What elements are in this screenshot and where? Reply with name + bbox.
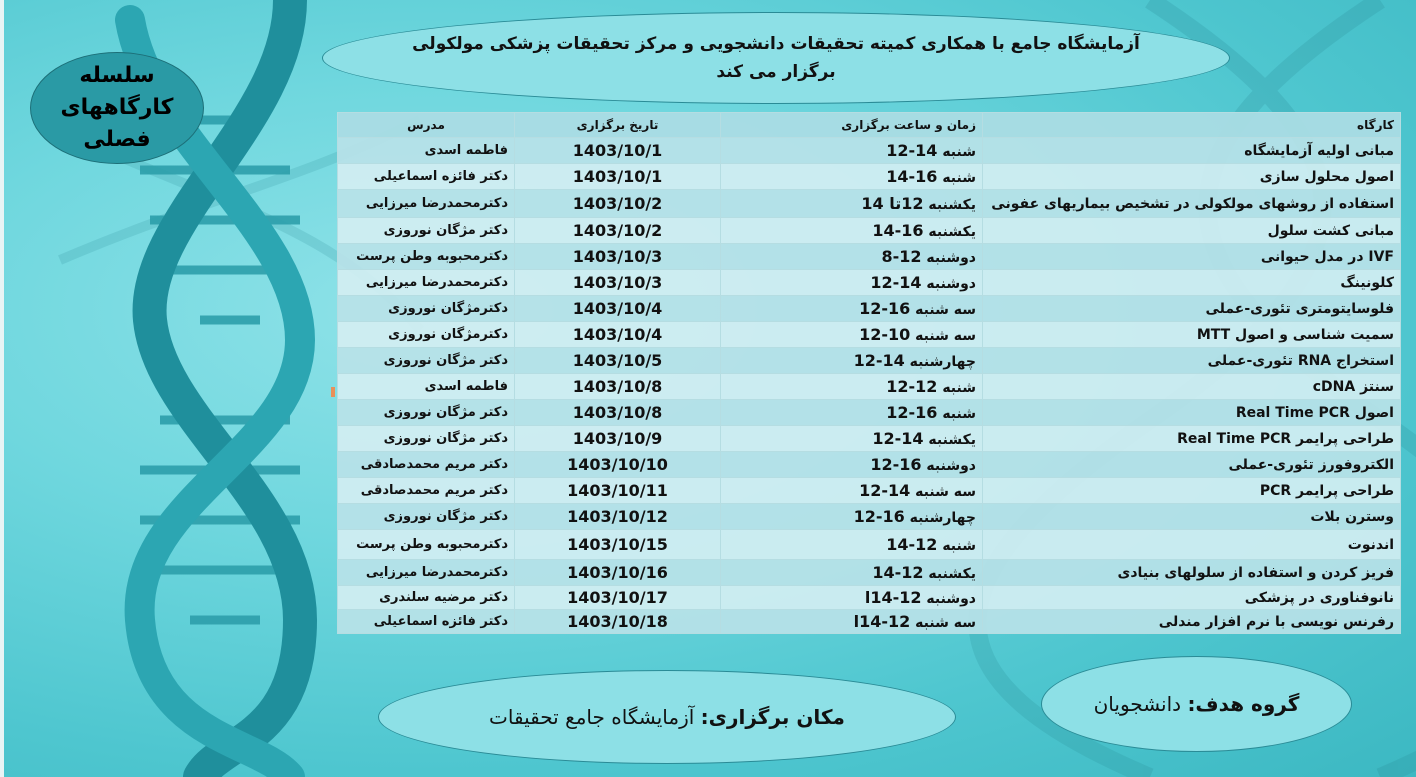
cell-hours: 16-12 — [870, 455, 922, 474]
cell-workshop: الکتروفورز تئوری-عملی — [983, 452, 1401, 478]
table-row — [338, 400, 1401, 426]
table-row — [338, 478, 1401, 504]
cell-instructor: دکتر مژگان نوروزی — [338, 218, 515, 244]
cell-hours: 16-12 — [859, 299, 911, 318]
cell-hours: 12-12 — [886, 377, 938, 396]
cell-time — [721, 560, 983, 586]
cell-instructor: فاطمه اسدی — [338, 374, 515, 400]
cell-date: 1403/10/5 — [515, 348, 721, 374]
cell-date: 1403/10/3 — [515, 270, 721, 296]
series-badge — [30, 52, 204, 164]
cell-day: شنبه — [942, 380, 976, 396]
cell-workshop: فلوسایتومتری تئوری-عملی — [983, 296, 1401, 322]
header-text — [396, 30, 1156, 86]
table-row — [338, 586, 1401, 610]
cell-day: شنبه — [942, 406, 976, 422]
cell-date: 1403/10/2 — [515, 190, 721, 218]
cell-date: 1403/10/17 — [515, 586, 721, 610]
cell-instructor: دکترمحمدرضا میرزایی — [338, 270, 515, 296]
table-row — [338, 190, 1401, 218]
cell-workshop: IVF در مدل حیوانی — [983, 244, 1401, 270]
cell-workshop: نانوفناوری در پزشکی — [983, 586, 1401, 610]
cell-date: 1403/10/4 — [515, 296, 721, 322]
table-row — [338, 374, 1401, 400]
table-row — [338, 296, 1401, 322]
cell-instructor: دکترمژگان نوروزی — [338, 296, 515, 322]
table-row — [338, 452, 1401, 478]
table-row — [338, 560, 1401, 586]
cell-workshop: طراحی پرایمر PCR — [983, 478, 1401, 504]
cell-time — [721, 164, 983, 190]
cell-date: 1403/10/18 — [515, 610, 721, 634]
cell-workshop: استخراج RNA تئوری-عملی — [983, 348, 1401, 374]
cell-day: شنبه — [942, 170, 976, 186]
table-row — [338, 138, 1401, 164]
table-row — [338, 218, 1401, 244]
cell-instructor: دکترمحبوبه وطن پرست — [338, 530, 515, 560]
cell-time — [721, 270, 983, 296]
table-row — [338, 530, 1401, 560]
header-instructor: مدرس — [338, 113, 515, 138]
cell-date: 1403/10/11 — [515, 478, 721, 504]
cell-hours: 14-12 — [886, 141, 938, 160]
schedule-table — [337, 112, 1401, 634]
cell-hours: 12-14ا — [853, 612, 911, 631]
cell-workshop: اندنوت — [983, 530, 1401, 560]
cell-hours: 16-12 — [886, 403, 938, 422]
venue-label: مکان برگزاری: — [700, 705, 845, 729]
cell-instructor: دکتر مرضیه سلندری — [338, 586, 515, 610]
cell-date: 1403/10/8 — [515, 400, 721, 426]
cell-time — [721, 218, 983, 244]
cell-hours: 12تا 14 — [861, 194, 924, 213]
cell-time — [721, 610, 983, 634]
cell-time — [721, 348, 983, 374]
cell-instructor: دکتر مژگان نوروزی — [338, 348, 515, 374]
cell-hours: 12-14ا — [864, 588, 922, 607]
cell-day: دوشنبه — [926, 591, 976, 607]
table-row — [338, 504, 1401, 530]
cell-workshop: مبانی کشت سلول — [983, 218, 1401, 244]
cell-day: دوشنبه — [926, 458, 976, 474]
table-row — [338, 348, 1401, 374]
cell-instructor: دکترمحبوبه وطن پرست — [338, 244, 515, 270]
venue-banner — [378, 670, 956, 764]
cell-instructor: دکترمحمدرضا میرزایی — [338, 560, 515, 586]
cell-day: یکشنبه — [928, 197, 976, 213]
cell-instructor: فاطمه اسدی — [338, 138, 515, 164]
cell-day: سه شنبه — [915, 302, 976, 318]
target-banner — [1041, 656, 1352, 752]
cell-date: 1403/10/2 — [515, 218, 721, 244]
cell-day: یکشنبه — [928, 566, 976, 582]
cell-time — [721, 374, 983, 400]
header-workshop: کارگاه — [983, 113, 1401, 138]
cell-time — [721, 296, 983, 322]
cell-day: چهارشنبه — [909, 354, 976, 370]
cell-hours: 10-12 — [859, 325, 911, 344]
cell-time — [721, 400, 983, 426]
cell-instructor: دکترمحمدرضا میرزایی — [338, 190, 515, 218]
cell-day: سه شنبه — [915, 615, 976, 631]
target-label: گروه هدف: — [1187, 692, 1300, 716]
cell-date: 1403/10/4 — [515, 322, 721, 348]
cell-instructor: دکتر مریم محمدصادقی — [338, 478, 515, 504]
table-row — [338, 610, 1401, 634]
cell-hours: 12-14 — [886, 535, 938, 554]
cell-day: دوشنبه — [926, 250, 976, 266]
target-text — [1094, 692, 1300, 716]
cell-time — [721, 322, 983, 348]
series-line-2: کارگاههای — [60, 95, 174, 120]
cell-instructor: دکتر فائزه اسماعیلی — [338, 610, 515, 634]
cell-workshop: رفرنس نویسی با نرم افزار مندلی — [983, 610, 1401, 634]
series-line-1: سلسله — [79, 63, 155, 88]
cell-date: 1403/10/1 — [515, 138, 721, 164]
cell-workshop: اصول محلول سازی — [983, 164, 1401, 190]
cell-day: یکشنبه — [928, 432, 976, 448]
cell-day: شنبه — [942, 144, 976, 160]
cell-workshop: سنتز cDNA — [983, 374, 1401, 400]
cell-instructor: دکتر مریم محمدصادقی — [338, 452, 515, 478]
cell-instructor: دکتر مژگان نوروزی — [338, 400, 515, 426]
cell-workshop: کلونینگ — [983, 270, 1401, 296]
table-row — [338, 164, 1401, 190]
cell-time — [721, 452, 983, 478]
header-time: زمان و ساعت برگزاری — [721, 113, 983, 138]
header-line-2: برگزار می کند — [716, 62, 836, 82]
cell-time — [721, 190, 983, 218]
cell-hours: 16-12 — [853, 507, 905, 526]
cell-day: یکشنبه — [928, 224, 976, 240]
cell-hours: 14-12 — [872, 429, 924, 448]
cell-date: 1403/10/1 — [515, 164, 721, 190]
table-row — [338, 270, 1401, 296]
series-line-3: فصلی — [83, 127, 151, 152]
cell-date: 1403/10/15 — [515, 530, 721, 560]
cell-workshop: استفاده از روشهای مولکولی در تشخیص بیماریهای عفونی — [983, 190, 1401, 218]
cell-time — [721, 478, 983, 504]
cell-hours: 16-14 — [886, 167, 938, 186]
cell-date: 1403/10/3 — [515, 244, 721, 270]
cell-date: 1403/10/16 — [515, 560, 721, 586]
cell-date: 1403/10/12 — [515, 504, 721, 530]
cell-workshop: فریز کردن و استفاده از سلولهای بنیادی — [983, 560, 1401, 586]
header-line-1: آزمایشگاه جامع با همکاری کمیته تحقیقات دانشجویی و مرکز تحقیقات پزشکی مولکولی — [412, 34, 1140, 54]
cell-day: سه شنبه — [915, 328, 976, 344]
cell-time — [721, 138, 983, 164]
cell-instructor: دکتر مژگان نوروزی — [338, 426, 515, 452]
table-row — [338, 322, 1401, 348]
cell-workshop: وسترن بلات — [983, 504, 1401, 530]
cell-day: چهارشنبه — [909, 510, 976, 526]
workshop-table — [337, 112, 1400, 634]
series-text — [57, 60, 177, 156]
cell-time — [721, 504, 983, 530]
cell-date: 1403/10/9 — [515, 426, 721, 452]
cell-time — [721, 530, 983, 560]
venue-text — [489, 705, 845, 729]
cell-day: دوشنبه — [926, 276, 976, 292]
venue-value: آزمایشگاه جامع تحقیقات — [489, 705, 695, 729]
left-frame-edge — [0, 0, 4, 777]
cell-day: شنبه — [942, 538, 976, 554]
cell-workshop: مبانی اولیه آزمایشگاه — [983, 138, 1401, 164]
slide-marker — [331, 387, 335, 397]
table-row — [338, 244, 1401, 270]
table-row — [338, 426, 1401, 452]
cell-workshop: طراحی پرایمر Real Time PCR — [983, 426, 1401, 452]
cell-hours: 14-12 — [870, 273, 922, 292]
cell-hours: 12-8 — [881, 247, 922, 266]
cell-hours: 14-12 — [853, 351, 905, 370]
target-value: دانشجویان — [1093, 692, 1182, 716]
cell-date: 1403/10/10 — [515, 452, 721, 478]
cell-time — [721, 586, 983, 610]
cell-day: سه شنبه — [915, 484, 976, 500]
cell-time — [721, 244, 983, 270]
cell-workshop: اصول Real Time PCR — [983, 400, 1401, 426]
cell-time — [721, 426, 983, 452]
cell-hours: 14-12 — [859, 481, 911, 500]
cell-instructor: دکترمژگان نوروزی — [338, 322, 515, 348]
table-header-row — [338, 113, 1401, 138]
cell-instructor: دکتر فائزه اسماعیلی — [338, 164, 515, 190]
header-banner — [322, 12, 1230, 104]
cell-hours: 12-14 — [872, 563, 924, 582]
cell-date: 1403/10/8 — [515, 374, 721, 400]
header-date: تاریخ برگزاری — [515, 113, 721, 138]
cell-instructor: دکتر مژگان نوروزی — [338, 504, 515, 530]
cell-workshop: سمیت شناسی و اصول MTT — [983, 322, 1401, 348]
cell-hours: 16-14 — [872, 221, 924, 240]
